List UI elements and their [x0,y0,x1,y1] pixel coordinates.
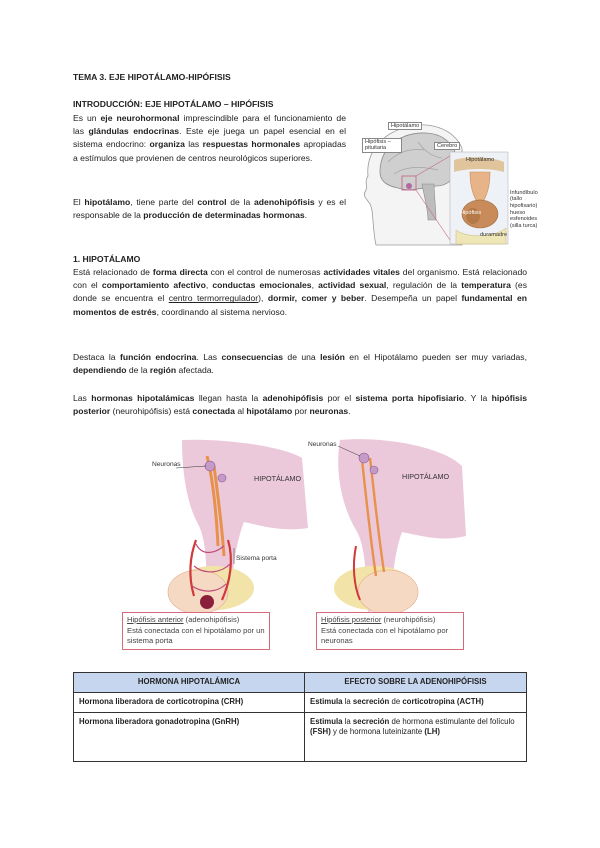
caption-hipofisis-posterior [316,612,464,650]
text-run: adenohipófisis [254,197,315,207]
text-run: Estimula [310,716,343,726]
label-duramadre: duramadre [480,232,508,238]
text-run: región [149,365,177,376]
text-run: . [304,210,308,221]
text-run: actividades vitales [323,267,400,277]
text-run: y es el responsable de la [73,197,346,221]
caption-anterior-title: Hipófisis anterior [127,615,184,624]
text-run: conectada [192,406,235,417]
text-run: al [234,406,247,417]
text-run: temperatura [461,280,511,291]
text-run: función endocrina [119,352,197,362]
text-run: consecuencias [221,352,284,362]
text-run: por el [323,393,356,403]
text-run: eje neurohormonal [100,113,180,123]
pituitary-connections-figure [112,436,482,662]
text-run: ), [258,293,268,304]
text-run: en el Hipotálamo pueden ser muy variadas, [344,352,527,362]
text-run: dormir, comer y beber [267,293,365,304]
text-run: dependiendo [73,365,127,376]
text-run: las [184,139,203,150]
text-run: y de hormona luteinizante [330,727,425,737]
text-run: Destaca la [73,352,120,362]
text-run: lesión [320,352,345,362]
text-run: llegan hasta la [194,393,263,403]
text-run: Estimula [310,697,343,706]
text-run: . [348,406,351,417]
table-header-hormona: HORMONA HIPOTALÁMICA [74,673,305,693]
text-run: actividad sexual [318,280,387,291]
text-run: Las [73,393,92,403]
text-run: , coordinando al sistema nervioso. [156,306,288,317]
label-hipofisis-inset: Hipófisis [460,210,482,216]
label-hipotalamo-inset: Hipotálamo [466,157,495,163]
text-run: hipófisis posterior [73,393,528,417]
text-run: centro termorregulador [168,293,259,304]
text-run: afectada. [176,365,214,376]
text-run: (FSH) [310,727,331,737]
text-run: conductas emocionales [212,280,312,291]
label-hipofisis-pituitaria: Hipófisis – pituitaria [362,138,402,153]
caption-hipofisis-anterior [122,612,270,650]
text-run: corticotropina [402,697,455,706]
text-run: El [73,197,85,207]
text-run: organiza [149,139,185,150]
hormone-table [73,672,527,762]
caption-anterior-title-rest: (adenohipófisis) [183,615,240,624]
intro-paragraph-1 [73,112,346,165]
text-run: Está relacionado de [73,267,153,277]
text-run: apropiadas a estímulos que provienen de centros neurológicos superiores. [73,139,347,163]
text-run: hipotálamo [84,197,131,207]
text-run: . Las [196,352,222,362]
table-cell-effect [305,712,527,761]
text-run: de la [126,365,150,376]
intro-paragraph-2 [73,196,346,222]
section1-paragraph-2 [73,351,527,377]
table-header-efecto: EFECTO SOBRE LA ADENOHIPÓFISIS [305,673,527,693]
text-run: glándulas endocrinas [88,126,180,137]
text-run: comportamiento afectivo [101,280,206,291]
table-cell-effect [305,693,527,713]
label-neuronas-left: Neuronas [152,461,181,468]
caption-posterior-title: Hipófisis posterior [321,615,382,624]
text-run: , tiene parte del [130,197,198,207]
text-run: con el control de numerosas [207,267,324,277]
text-run: de hormona estimulante del folículo [389,716,515,726]
text-run: de la [226,197,255,207]
text-run: por [292,406,310,417]
text-run: . Este eje juega un papel esencial en el sistema endocrino: [73,126,346,150]
text-run: del organismo. Está relacionado con el [73,267,527,291]
caption-posterior-title-rest: (neurohipófisis) [381,615,436,624]
text-run: control [197,197,227,207]
text-run: , [311,280,319,291]
text-run: . Y la [464,393,492,403]
text-run: de una [283,352,321,362]
text-run: (neurohipófisis) está [110,406,193,417]
text-run: hormonas hipotalámicas [91,393,195,403]
table-cell-hormone: Hormona liberadora de corticotropina (CRH) [74,693,305,713]
text-run: Es un [73,113,101,123]
text-run: fundamental en momentos de estrés [73,293,528,317]
text-run: forma directa [152,267,208,277]
intro-heading: INTRODUCCIÓN: EJE HIPOTÁLAMO – HIPÓFISIS [73,99,274,109]
text-run: (es donde se encuentra el [73,280,527,304]
text-run: , [205,280,213,291]
label-hipotalamo-right: HIPOTÁLAMO [402,472,450,481]
page-title: TEMA 3. EJE HIPOTÁLAMO-HIPÓFISIS [73,72,231,82]
text-run: imprescindible para el funcionamiento de las [73,113,346,137]
text-run: secreción [352,697,390,706]
section1-paragraph-1 [73,266,527,319]
table-row [74,693,527,713]
label-hipotalamo-left: HIPOTÁLAMO [254,474,302,483]
caption-anterior-text: Está conectada con el hipotálamo por un sistema porta [127,625,265,645]
text-run: neuronas [309,406,349,417]
text-run: la [342,697,353,706]
brain-pituitary-figure [358,112,538,252]
section1-paragraph-3 [73,392,527,418]
text-run: , regulación de la [386,280,462,291]
text-run: secreción [352,716,390,726]
text-run: de [389,697,403,706]
brain-illustration [358,112,538,252]
label-cerebro: Cerebro [434,142,460,150]
text-run: hipotálamo [246,406,293,417]
text-run: . Desempeña un papel [364,293,462,304]
text-run: (ACTH) [454,697,484,706]
text-run: respuestas hormonales [202,139,301,150]
text-run: adenohipófisis [262,393,324,403]
table-cell-hormone: Hormona liberadora gonadotropina (GnRH) [74,712,305,761]
section-heading-hipotalamo: 1. HIPOTÁLAMO [73,254,141,264]
text-run: sistema porta hipofisiario [355,393,465,403]
label-sistema-porta: Sistema porta [236,555,277,562]
table-header-row [74,673,527,693]
label-hueso-esfenoides: hueso esfenoides (silla turca) [510,210,538,229]
text-run: (LH) [424,727,441,737]
text-run: la [342,716,353,726]
table-row [74,712,527,761]
label-infundibulo: Infundíbulo (tallo hipofisario) [510,190,538,209]
caption-posterior-text: Está conectada con el hipotálamo por neuronas [321,625,449,645]
label-neuronas-right: Neuronas [308,441,337,448]
label-hipotalamo: Hipotálamo [388,122,422,130]
text-run: producción de determinadas hormonas [143,210,305,221]
